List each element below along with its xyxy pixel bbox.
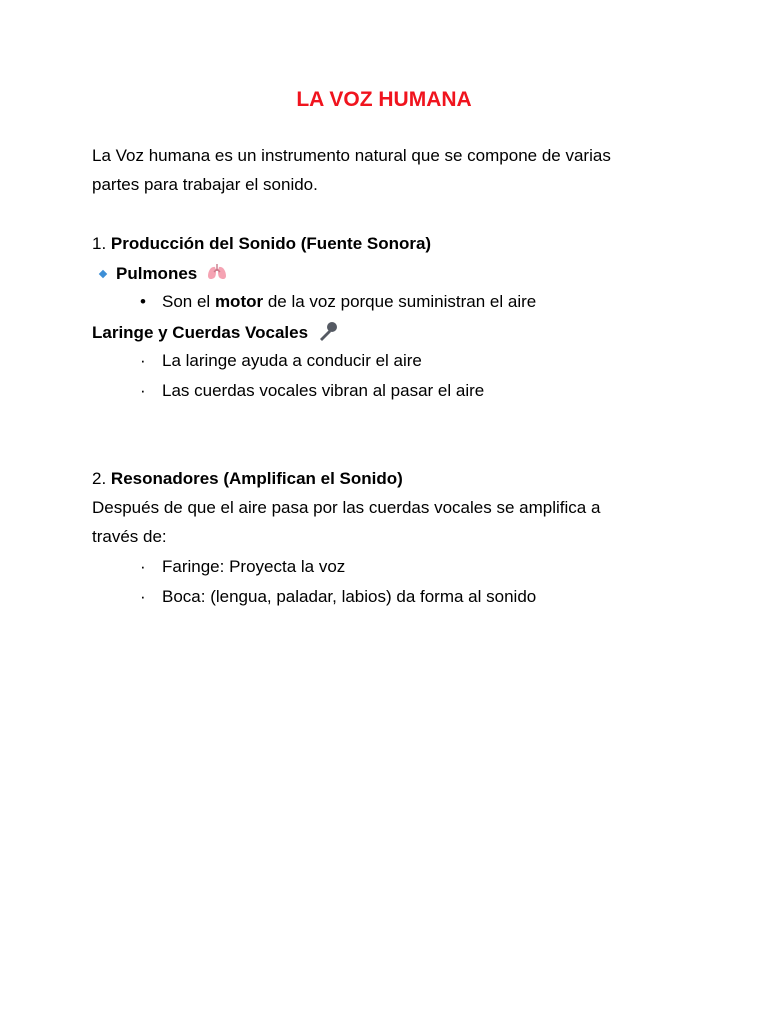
laringe-bullet-1 (140, 351, 422, 371)
pulmones-bullet-suffix: de la voz porque suministran el aire (267, 292, 537, 311)
section-2-title: Resonadores (Amplifican el Sonido) (110, 469, 403, 488)
diamond-bullet-icon (99, 270, 107, 278)
resonadores-bullet-1-text: Faringe: Proyecta la voz (162, 557, 346, 576)
laringe-bullet-2 (140, 381, 484, 401)
section-2-heading (92, 469, 403, 489)
laringe-bullet-1-text: La laringe ayuda a conducir el aire (162, 351, 422, 370)
section-2-line-2: través de: (92, 527, 167, 546)
microphone-icon (317, 321, 339, 346)
pulmones-bullet (140, 292, 536, 312)
middot-marker: · (140, 587, 146, 606)
section-2-number: 2. (92, 469, 107, 488)
resonadores-bullet-2 (140, 587, 536, 607)
pulmones-label: Pulmones (116, 263, 198, 283)
bullet-marker: • (140, 292, 146, 311)
pulmones-bullet-prefix: Son el (162, 292, 211, 311)
resonadores-bullet-1 (140, 557, 345, 577)
page-title: LA VOZ HUMANA (296, 88, 472, 111)
section-1-number: 1. (92, 234, 107, 253)
laringe-bullet-2-text: Las cuerdas vocales vibran al pasar el aire (162, 381, 485, 400)
intro-line-1: La Voz humana es un instrumento natural que se compone de varias (92, 146, 611, 165)
laringe-label: Laringe y Cuerdas Vocales (92, 322, 309, 342)
section-2-line-1: Después de que el aire pasa por las cuerdas vocales se amplifica a (92, 498, 601, 517)
resonadores-bullet-2-text: Boca: (lengua, paladar, labios) da forma al sonido (162, 587, 537, 606)
section-1-heading (92, 234, 431, 254)
lungs-icon (206, 263, 228, 286)
middot-marker: · (140, 381, 146, 400)
pulmones-item (100, 263, 228, 286)
laringe-item (92, 321, 339, 346)
intro-line-2: partes para trabajar el sonido. (92, 175, 318, 194)
section-1-title: Producción del Sonido (Fuente Sonora) (110, 234, 432, 253)
middot-marker: · (140, 557, 146, 576)
middot-marker: · (140, 351, 146, 370)
pulmones-bullet-bold: motor (214, 292, 264, 311)
